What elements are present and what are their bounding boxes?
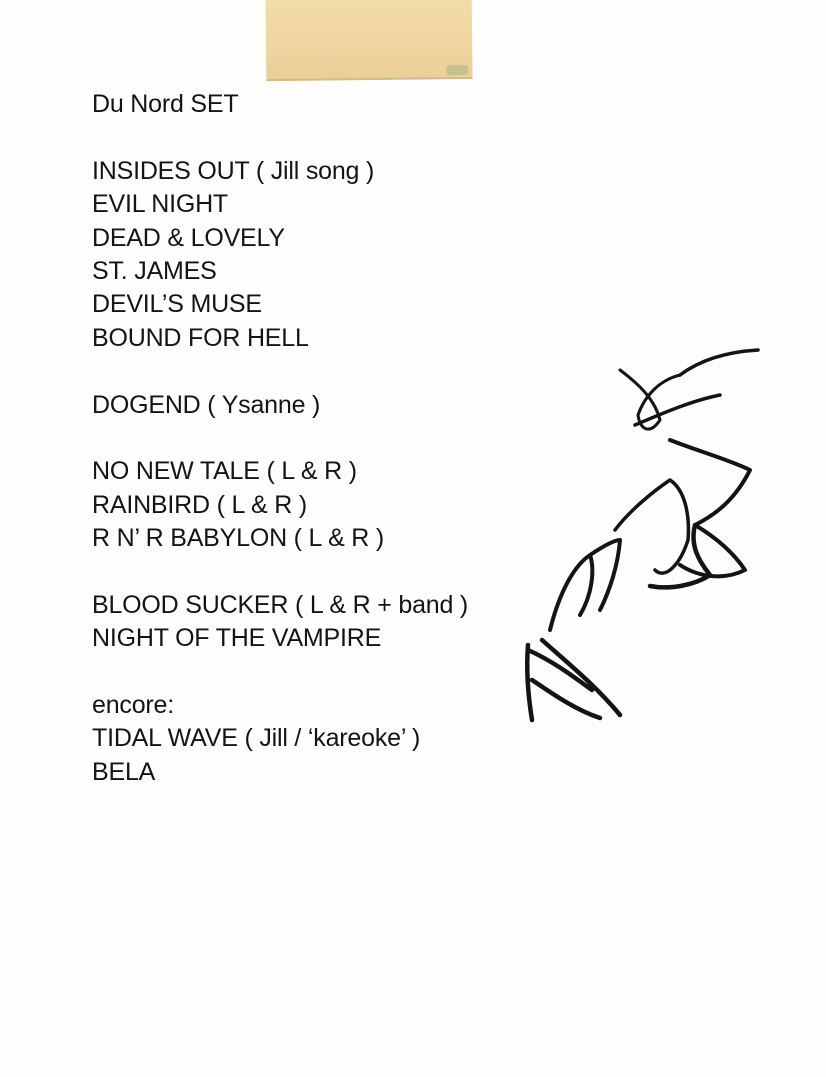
song-item: ST. JAMES (92, 256, 217, 285)
song-item: DEVIL’S MUSE (92, 290, 262, 319)
spacer (92, 555, 468, 588)
spacer (92, 121, 468, 154)
song-item: EVIL NIGHT (92, 190, 228, 219)
setlist (92, 88, 468, 789)
setlist-title: Du Nord SET (92, 90, 239, 118)
song-item: BLOOD SUCKER ( L & R + band ) (92, 590, 469, 619)
signature-stroke (615, 480, 688, 573)
encore-song-item: TIDAL WAVE ( Jill / ‘kareoke’ ) (92, 724, 421, 753)
song-item: DEAD & LOVELY (92, 223, 285, 252)
song-item: DOGEND ( Ysanne ) (92, 390, 321, 419)
signature-stroke (550, 540, 620, 630)
spacer (92, 355, 468, 388)
song-item: NIGHT OF THE VAMPIRE (92, 624, 382, 653)
signature-stroke (635, 350, 758, 425)
spacer (92, 656, 468, 689)
song-item: RAINBIRD ( L & R ) (92, 490, 307, 519)
song-item: BOUND FOR HELL (92, 323, 309, 352)
song-item: INSIDES OUT ( Jill song ) (92, 156, 375, 185)
spacer (92, 422, 468, 455)
signature-stroke (527, 640, 620, 720)
masking-tape (266, 0, 473, 81)
encore-song-item: BELA (92, 757, 156, 786)
autograph-signature (520, 340, 770, 730)
song-item: NO NEW TALE ( L & R ) (92, 457, 357, 486)
song-item: R N’ R BABYLON ( L & R ) (92, 524, 385, 553)
encore-label: encore: (92, 691, 174, 720)
